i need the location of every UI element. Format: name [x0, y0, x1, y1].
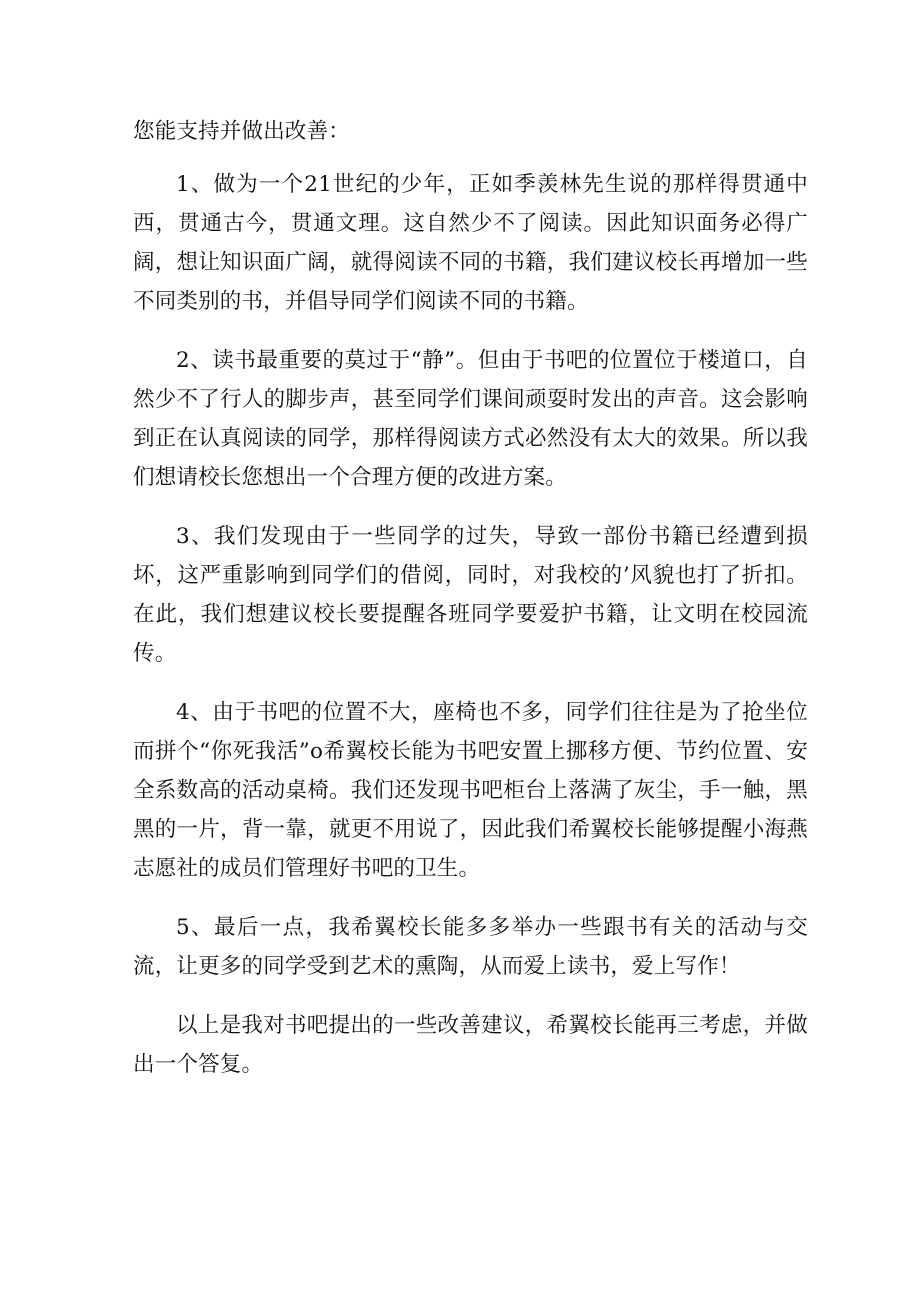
closing-paragraph: 以上是我对书吧提出的一些改善建议，希翼校长能再三考虑，并做出一个答复。	[133, 1013, 808, 1077]
paragraph-5: 5、最后一点，我希翼校长能多多举办一些跟书有关的活动与交流，让更多的同学受到艺术的熏陶，从而爱上读书，爱上写作！	[133, 915, 808, 979]
paragraph-3: 3、我们发现由于一些同学的过失，导致一部份书籍已经遭到损坏，这严重影响到同学们的借阅，同时，对我校的’风貌也打了折扣。在此，我们想建议校长要提醒各班同学要爱护书籍，让文明在校园流传。	[133, 524, 808, 666]
paragraph-2: 2、读书最重要的莫过于“静”。但由于书吧的位置位于楼道口，自然少不了行人的脚步声，甚至同学们课间顽耍时发出的声音。这会影响到正在认真阅读的同学，那样得阅读方式必然没有太大的效果。所以我们想请校长您想出一个合理方便的改进方案。	[133, 348, 808, 490]
paragraph-1: 1、做为一个21世纪的少年，正如季羡林先生说的那样得贯通中西，贯通古今，贯通文理。这自然少不了阅读。因此知识面务必得广阔，想让知识面广阔，就得阅读不同的书籍，我们建议校长再增加一些不同类别的书，并倡导同学们阅读不同的书籍。	[133, 172, 808, 314]
paragraph-4: 4、由于书吧的位置不大，座椅也不多，同学们往往是为了抢坐位而拼个“你死我活”o希翼校长能为书吧安置上挪移方便、节约位置、安全系数高的活动桌椅。我们还发现书吧柜台上落满了灰尘，手一触，黑黑的一片，背一靠，就更不用说了，因此我们希翼校长能够提醒小海燕志愿社的成员们管理好书吧的卫生。	[133, 700, 808, 881]
opening-line: 您能支持并做出改善：	[133, 119, 351, 144]
document-body	[133, 112, 808, 1104]
